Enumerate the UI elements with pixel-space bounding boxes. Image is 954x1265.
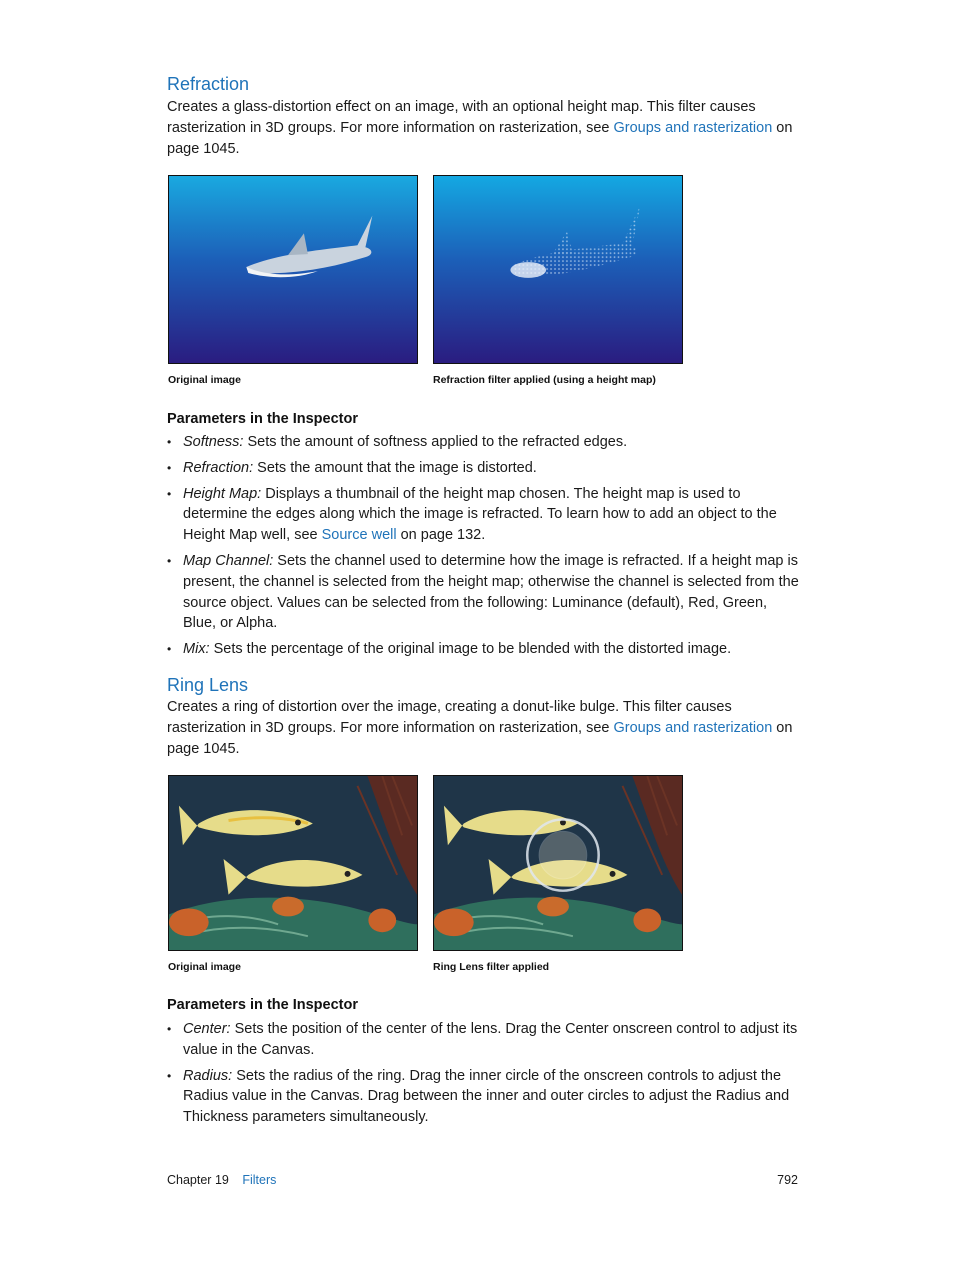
- shark-original-image: [168, 175, 418, 364]
- list-item: • Radius: Sets the radius of the ring. Drag the inner circle of the onscreen controls to adjust the Radius value in the Canvas. Drag between the inner and outer circles to adjust the Radius and Thickness parameters simultaneously.: [167, 1066, 799, 1128]
- list-item: • Mix: Sets the percentage of the original image to be blended with the distorted image.: [167, 639, 799, 660]
- fish-original-image: [168, 775, 418, 951]
- caption-refraction-applied: Refraction filter applied (using a height map): [433, 374, 656, 386]
- section-title-ring-lens: Ring Lens: [167, 675, 249, 695]
- ring-lens-intro: Creates a ring of distortion over the image, creating a donut-like bulge. This filter causes rasterization in 3D groups. For more information on rasterization, see Groups and rasterization on page 1045.: [167, 699, 793, 757]
- refraction-intro: Creates a glass-distortion effect on an image, with an optional height map. This filter causes rasterization in 3D groups. For more information on rasterization, see Groups and rasterization on page 1045.: [167, 99, 793, 157]
- page-number: 792: [777, 1173, 798, 1187]
- list-item: • Softness: Sets the amount of softness applied to the refracted edges.: [167, 432, 799, 453]
- link-groups-rasterization[interactable]: Groups and rasterization: [613, 119, 773, 136]
- link-source-well[interactable]: Source well: [321, 527, 397, 544]
- footer-section-link[interactable]: Filters: [242, 1173, 277, 1187]
- footer-chapter-label: Chapter 19: [167, 1173, 229, 1187]
- ring-lens-params-list: [167, 1019, 799, 1133]
- footer-chapter: [167, 1173, 276, 1187]
- list-item: • Height Map: Displays a thumbnail of the height map chosen. The height map is used to determine the edges along which the image is refracted. To learn how to add an object to the Height Map well, see Source well on page 132.: [167, 484, 799, 546]
- caption-ring-lens-applied: Ring Lens filter applied: [433, 961, 550, 973]
- shark-refraction-image: [433, 175, 683, 364]
- section-title-refraction: Refraction: [167, 74, 250, 94]
- ring-lens-params-heading: Parameters in the Inspector: [167, 997, 358, 1013]
- refraction-params-list: [167, 432, 799, 665]
- list-item: • Refraction: Sets the amount that the image is distorted.: [167, 458, 799, 479]
- list-item: • Center: Sets the position of the center of the lens. Drag the Center onscreen control to adjust its value in the Canvas.: [167, 1019, 799, 1061]
- link-groups-rasterization[interactable]: Groups and rasterization: [613, 719, 773, 736]
- list-item: • Map Channel: Sets the channel used to determine how the image is refracted. If a height map is present, the channel is selected from the height map; otherwise the channel is selected from the source object. Values can be selected from the following: Luminance (default), Red, Green, Blue, or Alpha.: [167, 551, 799, 634]
- caption-refraction-original: Original image: [168, 374, 241, 386]
- refraction-params-heading: Parameters in the Inspector: [167, 411, 358, 427]
- caption-ring-lens-original: Original image: [168, 961, 241, 973]
- fish-ring-lens-image: [433, 775, 683, 951]
